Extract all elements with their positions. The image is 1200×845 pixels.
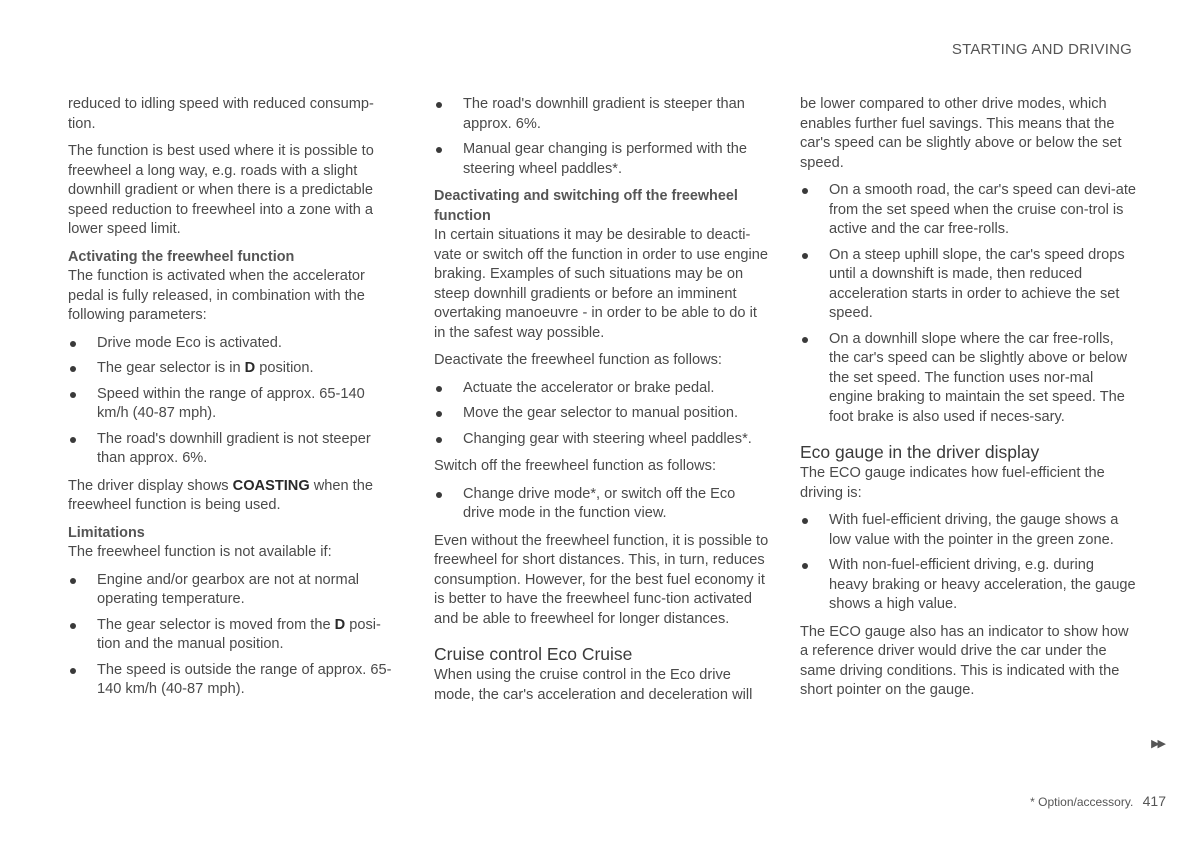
list-item: The road's downhill gradient is steeper than approx. 6%. (434, 95, 769, 134)
bullet-list (800, 511, 1136, 615)
list-item: Actuate the accelerator or brake pedal. (434, 379, 769, 399)
paragraph: reduced to idling speed with reduced consump-tion. (68, 96, 374, 132)
list-item: Change drive mode*, or switch off the Eco drive mode in the function view. (434, 485, 769, 524)
subheading-deactivating: Deactivating and switching off the freewheel function (434, 188, 738, 224)
footnote: * Option/accessory. (1030, 795, 1134, 809)
list-item: Move the gear selector to manual position. (434, 404, 769, 424)
list-item: The gear selector is in D position. (68, 359, 393, 379)
bullet-icon (802, 188, 808, 194)
list-item: On a downhill slope where the car free-rolls, the car's speed can be slightly above or below the set speed. The function uses nor-mal engine braking to maintain the set speed. The foot brake is also used if neces-sary. (800, 330, 1136, 428)
list-item: Drive mode Eco is activated. (68, 334, 393, 354)
bullet-icon (70, 668, 76, 674)
page-footer (1030, 792, 1166, 813)
bullet-icon (436, 437, 442, 443)
list-item: Changing gear with steering wheel paddles*. (434, 430, 769, 450)
list-item: The speed is outside the range of approx. 65-140 km/h (40-87 mph). (68, 661, 393, 700)
bullet-icon (436, 102, 442, 108)
paragraph: be lower compared to other drive modes, which enables further fuel savings. This means that the car's speed can be slightly above or below the set speed. (800, 96, 1122, 171)
bullet-icon (436, 147, 442, 153)
bullet-list (800, 181, 1136, 427)
paragraph: The freewheel function is not available if: (68, 544, 332, 560)
column-2 (434, 95, 769, 713)
list-item: Manual gear changing is performed with the steering wheel paddles*. (434, 140, 769, 179)
page-number: 417 (1142, 793, 1166, 809)
bullet-icon (70, 623, 76, 629)
continue-arrows-icon: ▶▶ (1151, 738, 1164, 750)
paragraph: The function is activated when the accelerator pedal is fully released, in combination with the following parameters: (68, 268, 365, 323)
list-item: Speed within the range of approx. 65-140 km/h (40-87 mph). (68, 385, 393, 424)
bullet-icon (70, 341, 76, 347)
paragraph: Switch off the freewheel function as follows: (434, 458, 717, 474)
bullet-icon (70, 366, 76, 372)
column-3 (800, 95, 1136, 709)
list-item: With non-fuel-efficient driving, e.g. during heavy braking or heavy acceleration, the gauge shows a high value. (800, 556, 1136, 615)
list-item: On a smooth road, the car's speed can devi-ate from the set speed when the cruise con-trol is active and the car free-rolls. (800, 181, 1136, 240)
bullet-list (68, 571, 393, 700)
bullet-icon (70, 392, 76, 398)
list-item: The road's downhill gradient is not steeper than approx. 6%. (68, 430, 393, 469)
section-title: STARTING AND DRIVING (951, 41, 1132, 58)
paragraph: Even without the freewheel function, it is possible to freewheel for short distances. This, in turn, reduces consumption. However, for the best fuel economy it is better to have the freewheel func-tion activated and be able to freewheel for longer distances. (434, 532, 769, 627)
bullet-list (68, 334, 393, 469)
bullet-icon (70, 578, 76, 584)
bullet-list (434, 379, 769, 450)
paragraph: The function is best used where it is possible to freewheel a long way, e.g. roads with a slight downhill gradient or when there is a predictable speed reduction to freewheel into a zone with a lower speed limit. (68, 143, 374, 237)
bullet-icon (436, 411, 442, 417)
subheading-limitations: Limitations (68, 524, 145, 541)
bullet-list (434, 485, 769, 524)
bullet-icon (802, 518, 808, 524)
heading-eco-gauge: Eco gauge in the driver display (800, 442, 1040, 462)
paragraph: In certain situations it may be desirable to deacti-vate or switch off the function in order to use engine braking. Examples of such situations may be on steep downhill gradients or before an imminent overtaking manoeuvre - in order to be able to do it in the safest way possible. (434, 227, 768, 341)
column-1 (68, 95, 393, 708)
paragraph: The ECO gauge also has an indicator to show how a reference driver would drive the car under the same driving conditions. This is indicated with the short pointer on the gauge. (800, 623, 1129, 698)
bullet-icon (436, 492, 442, 498)
paragraph: The driver display shows COASTING when the freewheel function is being used. (68, 477, 373, 513)
list-item: On a steep uphill slope, the car's speed drops until a downshift is made, then reduced acceleration starts in order to achieve the set speed. (800, 246, 1136, 324)
bullet-list (434, 95, 769, 179)
paragraph: Deactivate the freewheel function as follows: (434, 352, 722, 368)
paragraph: When using the cruise control in the Eco drive mode, the car's acceleration and deceleration will (434, 667, 753, 703)
list-item: With fuel-efficient driving, the gauge shows a low value with the pointer in the green zone. (800, 511, 1136, 550)
list-item: Engine and/or gearbox are not at normal operating temperature. (68, 571, 393, 610)
bullet-icon (802, 337, 808, 343)
paragraph: The ECO gauge indicates how fuel-efficient the driving is: (800, 465, 1105, 501)
bullet-icon (436, 386, 442, 392)
heading-cruise-control: Cruise control Eco Cruise (434, 644, 633, 664)
bullet-icon (802, 563, 808, 569)
coasting-term: COASTING (232, 477, 310, 494)
subheading-activating: Activating the freewheel function (68, 248, 295, 265)
bullet-icon (802, 253, 808, 259)
bullet-icon (70, 437, 76, 443)
list-item: The gear selector is moved from the D posi-tion and the manual position. (68, 616, 393, 655)
